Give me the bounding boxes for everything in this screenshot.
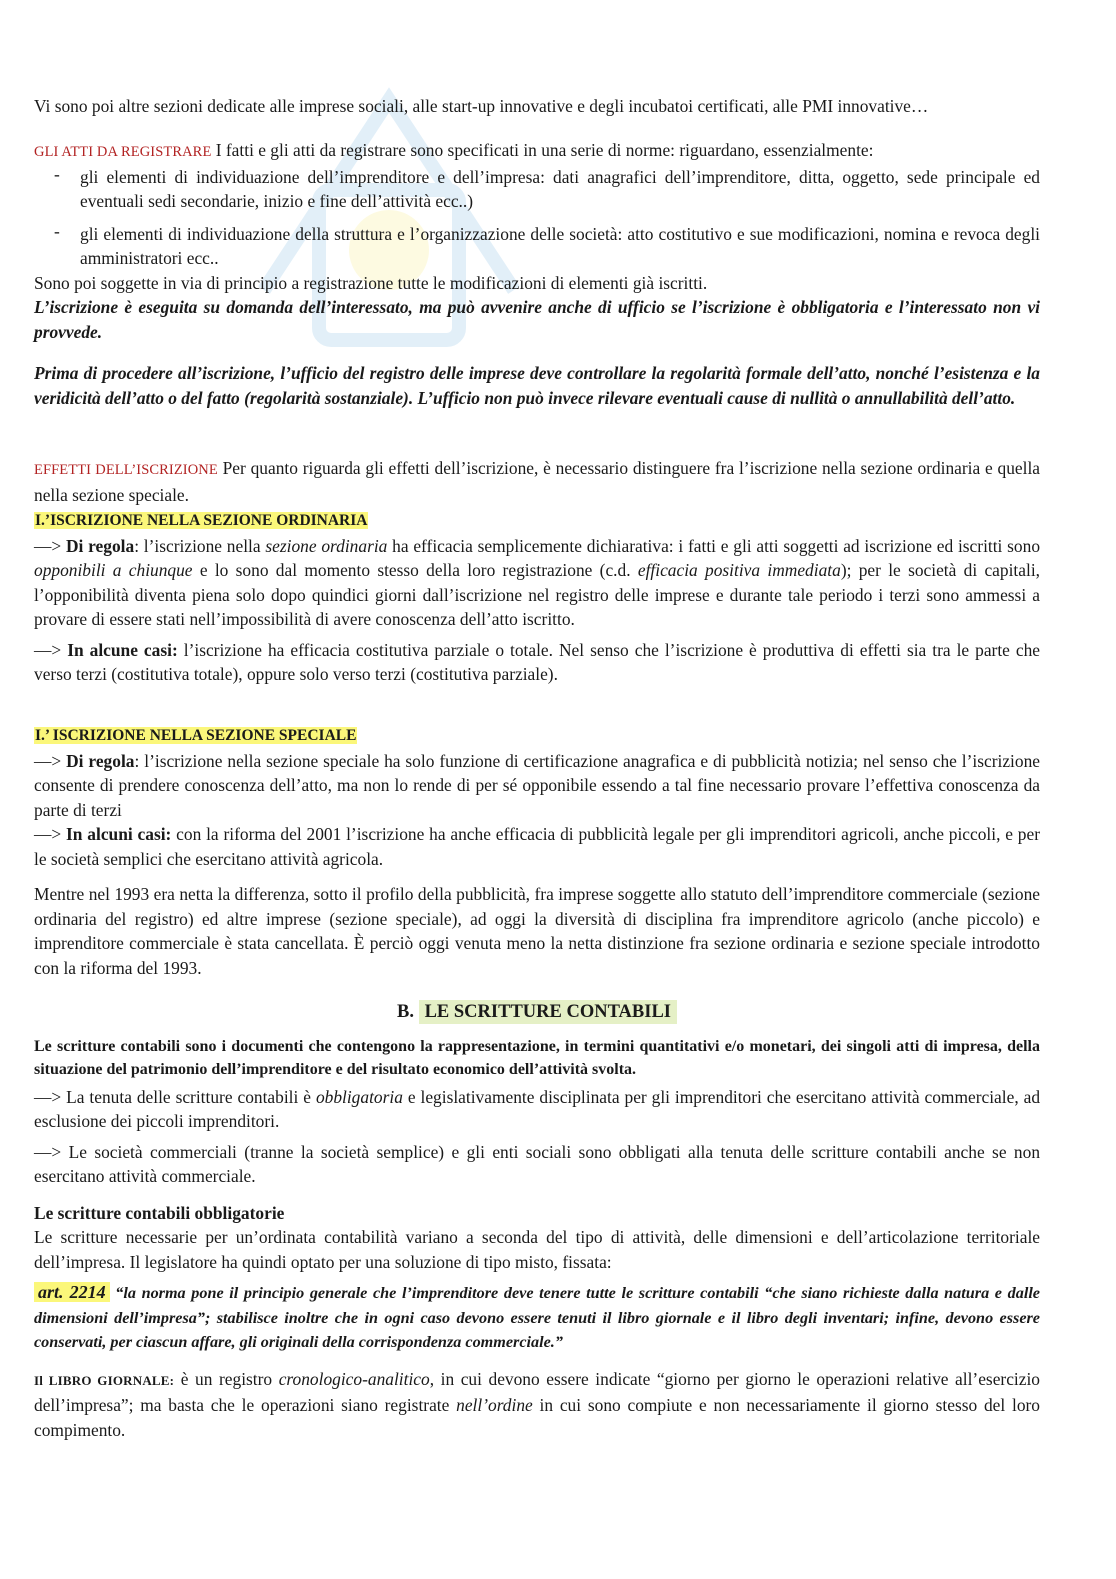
scritture-title: LE SCRITTURE CONTABILI <box>419 1000 677 1024</box>
libro-giornale-label: Il LIBRO GIORNALE: <box>34 1372 175 1388</box>
list-item-text: gli elementi di individuazione della struttura e l’organizzazione delle società: atto costitutivo e sue modificazioni, nomina e revoca degli amministratori ecc.. <box>80 223 1040 268</box>
list-item <box>34 165 1040 214</box>
atti-list <box>34 165 1040 271</box>
obbligatorie-title: Le scritture contabili obbligatorie <box>34 1202 285 1223</box>
regola-lead: Di regola <box>66 750 135 771</box>
atti-label: GLI ATTI DA REGISTRARE <box>34 144 212 160</box>
regola-text-a: : l’iscrizione nella <box>134 535 266 556</box>
effetti-text: Per quanto riguarda gli effetti dell’iscrizione, è necessario distinguere fra l’iscrizione nella sezione ordinaria e quella nella sezione speciale. <box>34 458 1040 505</box>
p1-text-b: e legislativamente disciplinata per gli imprenditori che esercitano attività commerciale, ad esclusione dei piccoli imprenditori. <box>34 1086 1041 1131</box>
arrow-icon: —> <box>34 1086 67 1107</box>
scritture-prefix: B. <box>397 1002 419 1022</box>
scritture-intro: Le scritture contabili sono i documenti che contengono la rappresentazione, in termini quantitativi e/o monetari, dei singoli atti di impresa, della situazione del patrimonio dell’imprenditore e del risultato economico dell’attività svolta. <box>34 1037 1040 1078</box>
p1-italic: obbligatoria <box>315 1086 403 1107</box>
regola-text-c: e lo sono dal momento stesso della loro registrazione (c.d. <box>192 560 638 580</box>
intro-paragraph: Vi sono poi altre sezioni dedicate alle imprese sociali, alle start-up innovative e degli incubatoi certificati, alle PMI innovative… <box>34 96 929 116</box>
arrow-icon: —> <box>34 750 67 771</box>
list-item <box>34 222 1040 271</box>
obbligatorie-text: Le scritture necessarie per un’ordinata contabilità variano a seconda del tipo di attività, delle dimensioni e dell’articolazione territoriale dell’impresa. Il legislatore ha quindi optato per una soluzione di tipo misto, fissata: <box>34 1227 1040 1272</box>
p1-text-a: La tenuta delle scritture contabili è <box>66 1086 316 1107</box>
arrow-icon: —> <box>34 824 67 844</box>
atti-bold-2: Prima di procedere all’iscrizione, l’ufficio del registro delle imprese deve controllare la regolarità formale dell’atto, nonché l’esistenza e la veridicità dell’atto o del fatto (regolarità sostanziale). L’ufficio non può invece rilevare eventuali cause di nullità o annullabilità dell’atto. <box>34 363 1040 408</box>
regola-text: : l’iscrizione nella sezione speciale ha solo funzione di certificazione anagrafica e di pubblicità notizia; nel senso che l’iscrizione consente di prendere conoscenza dell’atto, ma non lo rende di per sé opponibile essendo a tal fine necessario provare l’effettiva conoscenza da parte di terzi <box>34 750 1040 820</box>
regola-lead: Di regola <box>65 535 135 556</box>
atti-paragraph <box>34 138 1040 165</box>
regola-italic-3: efficacia positiva immediata <box>637 560 841 580</box>
arrow-icon: —> <box>34 535 66 556</box>
casi-text: l’iscrizione ha efficacia costitutiva parziale o totale. Nel senso che l’iscrizione è produttiva di effetti sia tra le parte che verso terzi (costitutiva totale), oppure solo verso terzi (costitutiva parziale). <box>34 639 1041 684</box>
art-2214-text: “la norma pone il principio generale che l’imprenditore deve tenere tutte le scritture contabili “che siano richieste dalla natura e dalle dimensioni dell’impresa”; stabilisce inoltre che in ogni caso devono essere tenuti il libro giornale e il libro degli inventari; infine, devono essere conservati, per ciascun affare, gli originali della corrispondenza commerciale.” <box>34 1284 1040 1351</box>
casi-lead: In alcuni casi: <box>66 824 172 844</box>
libro-giornale-paragraph <box>34 1367 1040 1443</box>
art-2214-paragraph <box>34 1280 1040 1355</box>
p2-text: Le società commerciali (tranne la società semplice) e gli enti sociali sono obbligati alla tenuta delle scritture contabili anche se non esercitano attività commerciale. <box>34 1141 1041 1186</box>
dash-marker: - <box>54 220 60 241</box>
speciale-mentre: Mentre nel 1993 era netta la differenza, sotto il profilo della pubblicità, fra imprese soggette allo statuto dell’imprenditore commerciale (sezione ordinaria del registro) ed altre imprese (sezione speciale), ad oggi la diversità di disciplina fra imprenditore agricolo (anche piccolo) e imprenditore commerciale è stata cancellata. È perciò oggi venuta meno la netta distinzione fra sezione ordinaria e sezione speciale introdotto con la riforma del 1993. <box>34 884 1040 978</box>
arrow-icon: —> <box>34 1141 69 1162</box>
ordinaria-heading: I.’ISCRIZIONE NELLA SEZIONE ORDINARIA <box>35 512 368 529</box>
dash-marker: - <box>54 163 60 184</box>
libro-text-a: è un registro <box>174 1368 279 1389</box>
speciale-heading: I.’ ISCRIZIONE NELLA SEZIONE SPECIALE <box>35 727 357 744</box>
scritture-p2 <box>34 1140 1040 1189</box>
scritture-heading <box>34 1000 1040 1025</box>
effetti-section <box>34 456 1040 687</box>
arrow-icon: —> <box>34 639 68 660</box>
speciale-regola <box>34 749 1040 823</box>
document-page <box>34 0 1056 1579</box>
libro-italic-2: nell’ordine <box>456 1395 533 1415</box>
libro-text-c: in cui sono compiute e non necessariamente il giorno stesso del loro compimento. <box>34 1395 1040 1440</box>
atti-section <box>34 138 1040 410</box>
regola-italic-1: sezione ordinaria <box>265 535 388 556</box>
speciale-heading-line <box>34 722 1040 749</box>
libro-italic-1: cronologico-analitico <box>278 1368 430 1389</box>
regola-text-b: ha efficacia semplicemente dichiarativa: i fatti e gli atti soggetti ad iscrizione ed iscritti sono <box>387 535 1041 556</box>
atti-after: Sono poi soggette in via di principio a registrazione tutte le modificazioni di elementi già iscritti. <box>34 272 708 293</box>
scritture-p1 <box>34 1085 1040 1134</box>
regola-italic-2: opponibili a chiunque <box>34 560 193 580</box>
regola-text-d: ); per le società di capitali, l’opponibilità diventa piena solo dopo quindici giorni dall’iscrizione nel registro delle imprese e durante tale periodo i terzi sono ammessi a provare di essere stati nell’impossibilità di avere conoscenza dell’atto iscritto. <box>34 560 1040 629</box>
casi-lead: In alcune casi: <box>67 639 178 660</box>
atti-bold-1: L’iscrizione è eseguita su domanda dell’interessato, ma può avvenire anche di ufficio se l’iscrizione è obbligatoria e l’interessato non vi provvede. <box>34 297 1040 342</box>
speciale-casi <box>34 822 1040 871</box>
ordinaria-heading-line <box>34 507 1040 534</box>
effetti-paragraph <box>34 456 1040 507</box>
atti-text: I fatti e gli atti da registrare sono specificati in una serie di norme: riguardano, essenzialmente: <box>211 140 874 160</box>
art-2214-ref: art. 2214 <box>34 1282 110 1302</box>
casi-text: con la riforma del 2001 l’iscrizione ha anche efficacia di pubblicità legale per gli imprenditori agricoli, anche piccoli, e per le società semplici che esercitano attività agricola. <box>34 824 1040 869</box>
ordinaria-regola <box>34 534 1040 632</box>
libro-text-b: , in cui devono essere indicate “giorno per giorno le operazioni relative all’esercizio dell’impresa”; ma basta che le operazioni siano registrate <box>34 1368 1041 1415</box>
scritture-section <box>34 1000 1040 1442</box>
list-item-text: gli elementi di individuazione dell’imprenditore e dell’impresa: dati anagrafici dell’imprenditore, ditta, oggetto, sede principale ed eventuali sedi secondarie, inizio e fine dell’attività ecc..) <box>80 166 1040 211</box>
speciale-section <box>34 722 1040 980</box>
ordinaria-casi <box>34 638 1040 687</box>
effetti-label: EFFETTI DELL’ISCRIZIONE <box>34 462 218 478</box>
